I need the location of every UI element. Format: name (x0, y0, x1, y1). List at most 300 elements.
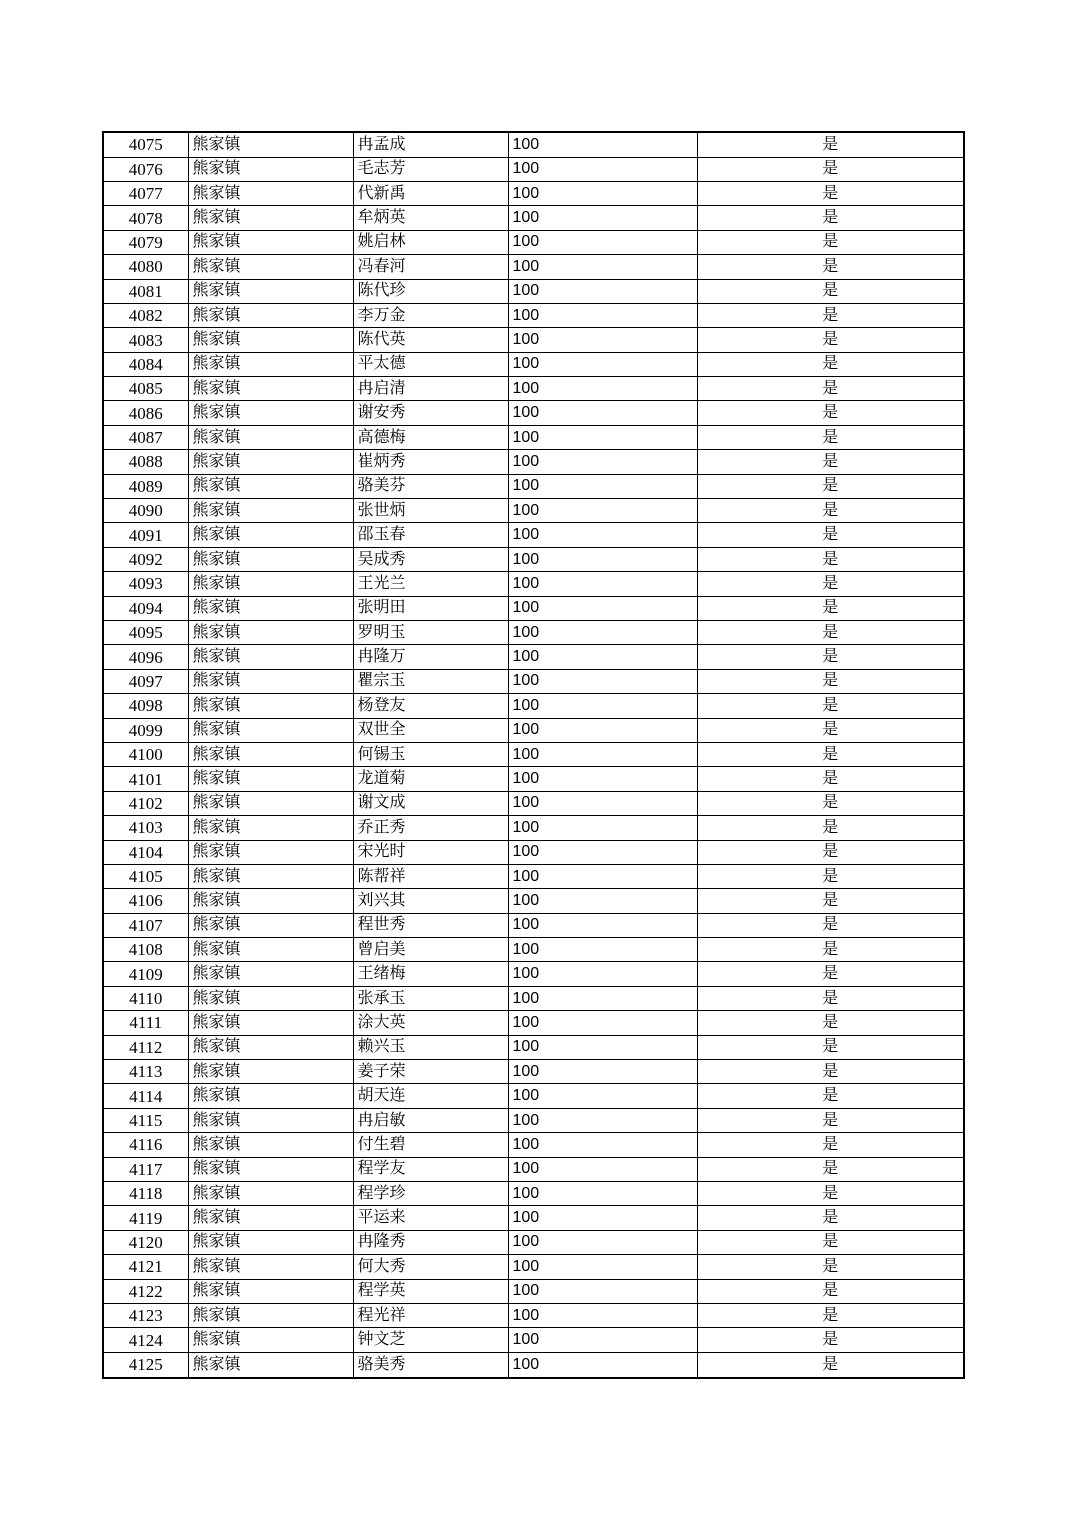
cell-row-number: 4103 (103, 816, 188, 840)
cell-score: 100 (508, 1255, 697, 1279)
cell-person-name: 程世秀 (353, 913, 508, 937)
cell-score: 100 (508, 1084, 697, 1108)
cell-score: 100 (508, 523, 697, 547)
cell-person-name: 冉启敏 (353, 1108, 508, 1132)
cell-flag: 是 (697, 1230, 964, 1254)
cell-person-name: 瞿宗玉 (353, 669, 508, 693)
cell-town: 熊家镇 (188, 1011, 353, 1035)
cell-row-number: 4083 (103, 328, 188, 352)
table-row (103, 1352, 964, 1378)
cell-flag: 是 (697, 1133, 964, 1157)
cell-score: 100 (508, 401, 697, 425)
cell-person-name: 王绪梅 (353, 962, 508, 986)
cell-row-number: 4113 (103, 1060, 188, 1084)
cell-person-name: 陈代英 (353, 328, 508, 352)
cell-person-name: 冉孟成 (353, 132, 508, 157)
cell-person-name: 吴成秀 (353, 547, 508, 571)
cell-flag: 是 (697, 1206, 964, 1230)
cell-row-number: 4125 (103, 1352, 188, 1378)
cell-row-number: 4082 (103, 303, 188, 327)
table-row (103, 352, 964, 376)
cell-score: 100 (508, 1279, 697, 1303)
cell-row-number: 4122 (103, 1279, 188, 1303)
table-row (103, 547, 964, 571)
cell-score: 100 (508, 1230, 697, 1254)
cell-flag: 是 (697, 791, 964, 815)
cell-row-number: 4117 (103, 1157, 188, 1181)
cell-row-number: 4097 (103, 669, 188, 693)
cell-score: 100 (508, 816, 697, 840)
cell-person-name: 平运来 (353, 1206, 508, 1230)
cell-row-number: 4091 (103, 523, 188, 547)
cell-score: 100 (508, 1303, 697, 1327)
cell-person-name: 曾启美 (353, 938, 508, 962)
table-row (103, 645, 964, 669)
cell-town: 熊家镇 (188, 1230, 353, 1254)
table-row (103, 181, 964, 205)
cell-score: 100 (508, 303, 697, 327)
cell-town: 熊家镇 (188, 328, 353, 352)
table-row (103, 1230, 964, 1254)
table-row (103, 206, 964, 230)
table-row (103, 1133, 964, 1157)
cell-town: 熊家镇 (188, 474, 353, 498)
cell-person-name: 李万金 (353, 303, 508, 327)
table-row (103, 328, 964, 352)
cell-row-number: 4119 (103, 1206, 188, 1230)
cell-row-number: 4075 (103, 132, 188, 157)
cell-score: 100 (508, 132, 697, 157)
cell-person-name: 张世炳 (353, 499, 508, 523)
cell-score: 100 (508, 230, 697, 254)
cell-score: 100 (508, 425, 697, 449)
table-row (103, 523, 964, 547)
cell-town: 熊家镇 (188, 1157, 353, 1181)
cell-row-number: 4095 (103, 621, 188, 645)
cell-person-name: 骆美秀 (353, 1352, 508, 1378)
cell-flag: 是 (697, 816, 964, 840)
cell-town: 熊家镇 (188, 889, 353, 913)
cell-score: 100 (508, 669, 697, 693)
table-row (103, 1108, 964, 1132)
cell-town: 熊家镇 (188, 962, 353, 986)
table-row (103, 230, 964, 254)
cell-row-number: 4121 (103, 1255, 188, 1279)
cell-score: 100 (508, 840, 697, 864)
table-row (103, 669, 964, 693)
table-row (103, 913, 964, 937)
cell-person-name: 冉隆秀 (353, 1230, 508, 1254)
cell-flag: 是 (697, 157, 964, 181)
cell-flag: 是 (697, 206, 964, 230)
cell-town: 熊家镇 (188, 157, 353, 181)
cell-flag: 是 (697, 1108, 964, 1132)
cell-row-number: 4087 (103, 425, 188, 449)
cell-person-name: 姚启林 (353, 230, 508, 254)
cell-person-name: 何大秀 (353, 1255, 508, 1279)
cell-flag: 是 (697, 499, 964, 523)
cell-person-name: 陈帮祥 (353, 864, 508, 888)
cell-flag: 是 (697, 401, 964, 425)
cell-flag: 是 (697, 181, 964, 205)
cell-person-name: 代新禹 (353, 181, 508, 205)
cell-person-name: 邵玉春 (353, 523, 508, 547)
table-row (103, 1206, 964, 1230)
cell-score: 100 (508, 1181, 697, 1205)
table-row (103, 572, 964, 596)
cell-person-name: 姜子荣 (353, 1060, 508, 1084)
cell-person-name: 骆美芬 (353, 474, 508, 498)
cell-row-number: 4078 (103, 206, 188, 230)
cell-flag: 是 (697, 913, 964, 937)
cell-row-number: 4090 (103, 499, 188, 523)
table-row (103, 1084, 964, 1108)
cell-flag: 是 (697, 621, 964, 645)
cell-row-number: 4120 (103, 1230, 188, 1254)
cell-flag: 是 (697, 1084, 964, 1108)
cell-score: 100 (508, 547, 697, 571)
table-row (103, 742, 964, 766)
cell-score: 100 (508, 1352, 697, 1378)
cell-person-name: 张明田 (353, 596, 508, 620)
cell-row-number: 4084 (103, 352, 188, 376)
cell-person-name: 付生碧 (353, 1133, 508, 1157)
cell-flag: 是 (697, 255, 964, 279)
table-row (103, 157, 964, 181)
cell-flag: 是 (697, 1060, 964, 1084)
table-row (103, 279, 964, 303)
cell-town: 熊家镇 (188, 132, 353, 157)
cell-score: 100 (508, 742, 697, 766)
table-row (103, 1011, 964, 1035)
cell-row-number: 4116 (103, 1133, 188, 1157)
cell-score: 100 (508, 1060, 697, 1084)
table-row (103, 1303, 964, 1327)
cell-town: 熊家镇 (188, 450, 353, 474)
cell-score: 100 (508, 621, 697, 645)
cell-row-number: 4085 (103, 377, 188, 401)
cell-row-number: 4111 (103, 1011, 188, 1035)
cell-town: 熊家镇 (188, 1352, 353, 1378)
table-row (103, 401, 964, 425)
cell-flag: 是 (697, 864, 964, 888)
cell-person-name: 崔炳秀 (353, 450, 508, 474)
cell-person-name: 高德梅 (353, 425, 508, 449)
cell-flag: 是 (697, 352, 964, 376)
cell-town: 熊家镇 (188, 742, 353, 766)
cell-town: 熊家镇 (188, 1181, 353, 1205)
cell-row-number: 4077 (103, 181, 188, 205)
cell-score: 100 (508, 1206, 697, 1230)
table-row (103, 474, 964, 498)
table-row (103, 425, 964, 449)
table-row (103, 1181, 964, 1205)
cell-person-name: 谢文成 (353, 791, 508, 815)
cell-town: 熊家镇 (188, 377, 353, 401)
cell-person-name: 平太德 (353, 352, 508, 376)
cell-person-name: 杨登友 (353, 694, 508, 718)
cell-person-name: 刘兴其 (353, 889, 508, 913)
cell-person-name: 乔正秀 (353, 816, 508, 840)
cell-town: 熊家镇 (188, 255, 353, 279)
cell-row-number: 4099 (103, 718, 188, 742)
cell-score: 100 (508, 913, 697, 937)
cell-score: 100 (508, 352, 697, 376)
table-row (103, 791, 964, 815)
cell-flag: 是 (697, 742, 964, 766)
cell-person-name: 胡天连 (353, 1084, 508, 1108)
cell-row-number: 4112 (103, 1035, 188, 1059)
cell-flag: 是 (697, 840, 964, 864)
cell-score: 100 (508, 255, 697, 279)
cell-score: 100 (508, 645, 697, 669)
cell-flag: 是 (697, 1279, 964, 1303)
cell-flag: 是 (697, 694, 964, 718)
cell-town: 熊家镇 (188, 425, 353, 449)
table-row (103, 377, 964, 401)
cell-flag: 是 (697, 230, 964, 254)
cell-flag: 是 (697, 450, 964, 474)
cell-flag: 是 (697, 767, 964, 791)
cell-person-name: 罗明玉 (353, 621, 508, 645)
cell-town: 熊家镇 (188, 230, 353, 254)
cell-flag: 是 (697, 986, 964, 1010)
cell-row-number: 4094 (103, 596, 188, 620)
cell-row-number: 4118 (103, 1181, 188, 1205)
cell-row-number: 4105 (103, 864, 188, 888)
cell-town: 熊家镇 (188, 645, 353, 669)
table-row (103, 718, 964, 742)
cell-person-name: 谢安秀 (353, 401, 508, 425)
cell-row-number: 4098 (103, 694, 188, 718)
table-row (103, 1157, 964, 1181)
cell-flag: 是 (697, 1157, 964, 1181)
cell-flag: 是 (697, 1181, 964, 1205)
cell-person-name: 毛志芳 (353, 157, 508, 181)
cell-person-name: 宋光时 (353, 840, 508, 864)
cell-town: 熊家镇 (188, 791, 353, 815)
cell-flag: 是 (697, 669, 964, 693)
cell-person-name: 程光祥 (353, 1303, 508, 1327)
cell-flag: 是 (697, 303, 964, 327)
cell-town: 熊家镇 (188, 572, 353, 596)
table-row (103, 889, 964, 913)
cell-score: 100 (508, 1328, 697, 1352)
cell-score: 100 (508, 767, 697, 791)
cell-row-number: 4089 (103, 474, 188, 498)
cell-town: 熊家镇 (188, 401, 353, 425)
cell-person-name: 龙道菊 (353, 767, 508, 791)
cell-person-name: 程学珍 (353, 1181, 508, 1205)
table-row (103, 450, 964, 474)
cell-score: 100 (508, 181, 697, 205)
cell-flag: 是 (697, 572, 964, 596)
table-row (103, 303, 964, 327)
cell-row-number: 4079 (103, 230, 188, 254)
cell-score: 100 (508, 157, 697, 181)
roster-table-body (103, 132, 964, 1378)
cell-town: 熊家镇 (188, 718, 353, 742)
cell-person-name: 赖兴玉 (353, 1035, 508, 1059)
cell-score: 100 (508, 938, 697, 962)
table-row (103, 1255, 964, 1279)
cell-town: 熊家镇 (188, 1279, 353, 1303)
cell-town: 熊家镇 (188, 303, 353, 327)
cell-row-number: 4092 (103, 547, 188, 571)
table-row (103, 840, 964, 864)
cell-town: 熊家镇 (188, 621, 353, 645)
cell-town: 熊家镇 (188, 1206, 353, 1230)
cell-town: 熊家镇 (188, 913, 353, 937)
cell-person-name: 王光兰 (353, 572, 508, 596)
cell-town: 熊家镇 (188, 840, 353, 864)
cell-town: 熊家镇 (188, 986, 353, 1010)
cell-town: 熊家镇 (188, 1060, 353, 1084)
cell-town: 熊家镇 (188, 1035, 353, 1059)
cell-row-number: 4096 (103, 645, 188, 669)
table-row (103, 1035, 964, 1059)
cell-person-name: 冉启清 (353, 377, 508, 401)
cell-flag: 是 (697, 938, 964, 962)
cell-flag: 是 (697, 596, 964, 620)
table-row (103, 132, 964, 157)
cell-flag: 是 (697, 279, 964, 303)
cell-flag: 是 (697, 1303, 964, 1327)
cell-score: 100 (508, 864, 697, 888)
cell-row-number: 4086 (103, 401, 188, 425)
cell-flag: 是 (697, 474, 964, 498)
cell-person-name: 何锡玉 (353, 742, 508, 766)
cell-town: 熊家镇 (188, 547, 353, 571)
cell-score: 100 (508, 328, 697, 352)
cell-flag: 是 (697, 425, 964, 449)
cell-flag: 是 (697, 523, 964, 547)
cell-row-number: 4101 (103, 767, 188, 791)
cell-row-number: 4104 (103, 840, 188, 864)
cell-score: 100 (508, 889, 697, 913)
cell-town: 熊家镇 (188, 669, 353, 693)
cell-row-number: 4115 (103, 1108, 188, 1132)
cell-row-number: 4124 (103, 1328, 188, 1352)
cell-flag: 是 (697, 962, 964, 986)
cell-person-name: 程学友 (353, 1157, 508, 1181)
cell-row-number: 4102 (103, 791, 188, 815)
cell-row-number: 4108 (103, 938, 188, 962)
cell-town: 熊家镇 (188, 1084, 353, 1108)
cell-score: 100 (508, 962, 697, 986)
cell-town: 熊家镇 (188, 1303, 353, 1327)
table-row (103, 255, 964, 279)
cell-town: 熊家镇 (188, 352, 353, 376)
cell-person-name: 双世全 (353, 718, 508, 742)
cell-score: 100 (508, 279, 697, 303)
cell-score: 100 (508, 694, 697, 718)
cell-score: 100 (508, 572, 697, 596)
cell-score: 100 (508, 1035, 697, 1059)
cell-row-number: 4093 (103, 572, 188, 596)
table-row (103, 596, 964, 620)
cell-town: 熊家镇 (188, 1133, 353, 1157)
cell-flag: 是 (697, 328, 964, 352)
table-row (103, 962, 964, 986)
cell-town: 熊家镇 (188, 181, 353, 205)
cell-town: 熊家镇 (188, 206, 353, 230)
cell-row-number: 4114 (103, 1084, 188, 1108)
cell-person-name: 程学英 (353, 1279, 508, 1303)
cell-town: 熊家镇 (188, 1255, 353, 1279)
table-row (103, 938, 964, 962)
cell-town: 熊家镇 (188, 1108, 353, 1132)
cell-row-number: 4107 (103, 913, 188, 937)
cell-town: 熊家镇 (188, 864, 353, 888)
cell-score: 100 (508, 1133, 697, 1157)
cell-score: 100 (508, 1157, 697, 1181)
cell-person-name: 牟炳英 (353, 206, 508, 230)
cell-town: 熊家镇 (188, 694, 353, 718)
cell-score: 100 (508, 206, 697, 230)
cell-person-name: 钟文芝 (353, 1328, 508, 1352)
cell-flag: 是 (697, 1328, 964, 1352)
cell-row-number: 4076 (103, 157, 188, 181)
cell-flag: 是 (697, 1255, 964, 1279)
cell-person-name: 冯春河 (353, 255, 508, 279)
cell-score: 100 (508, 377, 697, 401)
cell-row-number: 4110 (103, 986, 188, 1010)
roster-table (102, 131, 965, 1379)
cell-town: 熊家镇 (188, 499, 353, 523)
cell-score: 100 (508, 718, 697, 742)
cell-town: 熊家镇 (188, 279, 353, 303)
cell-flag: 是 (697, 645, 964, 669)
cell-score: 100 (508, 1011, 697, 1035)
cell-score: 100 (508, 1108, 697, 1132)
cell-flag: 是 (697, 377, 964, 401)
cell-town: 熊家镇 (188, 767, 353, 791)
cell-town: 熊家镇 (188, 938, 353, 962)
cell-town: 熊家镇 (188, 816, 353, 840)
cell-flag: 是 (697, 889, 964, 913)
cell-score: 100 (508, 450, 697, 474)
cell-person-name: 陈代珍 (353, 279, 508, 303)
cell-row-number: 4080 (103, 255, 188, 279)
cell-score: 100 (508, 499, 697, 523)
cell-flag: 是 (697, 1035, 964, 1059)
cell-score: 100 (508, 986, 697, 1010)
table-row (103, 864, 964, 888)
table-row (103, 1060, 964, 1084)
cell-person-name: 涂大英 (353, 1011, 508, 1035)
cell-row-number: 4123 (103, 1303, 188, 1327)
table-row (103, 694, 964, 718)
cell-row-number: 4088 (103, 450, 188, 474)
cell-town: 熊家镇 (188, 523, 353, 547)
cell-town: 熊家镇 (188, 1328, 353, 1352)
cell-row-number: 4109 (103, 962, 188, 986)
cell-score: 100 (508, 596, 697, 620)
table-row (103, 1279, 964, 1303)
cell-row-number: 4106 (103, 889, 188, 913)
table-row (103, 621, 964, 645)
table-row (103, 499, 964, 523)
table-row (103, 816, 964, 840)
cell-score: 100 (508, 474, 697, 498)
cell-flag: 是 (697, 547, 964, 571)
cell-person-name: 冉隆万 (353, 645, 508, 669)
table-row (103, 767, 964, 791)
cell-flag: 是 (697, 1011, 964, 1035)
cell-flag: 是 (697, 718, 964, 742)
cell-flag: 是 (697, 1352, 964, 1378)
